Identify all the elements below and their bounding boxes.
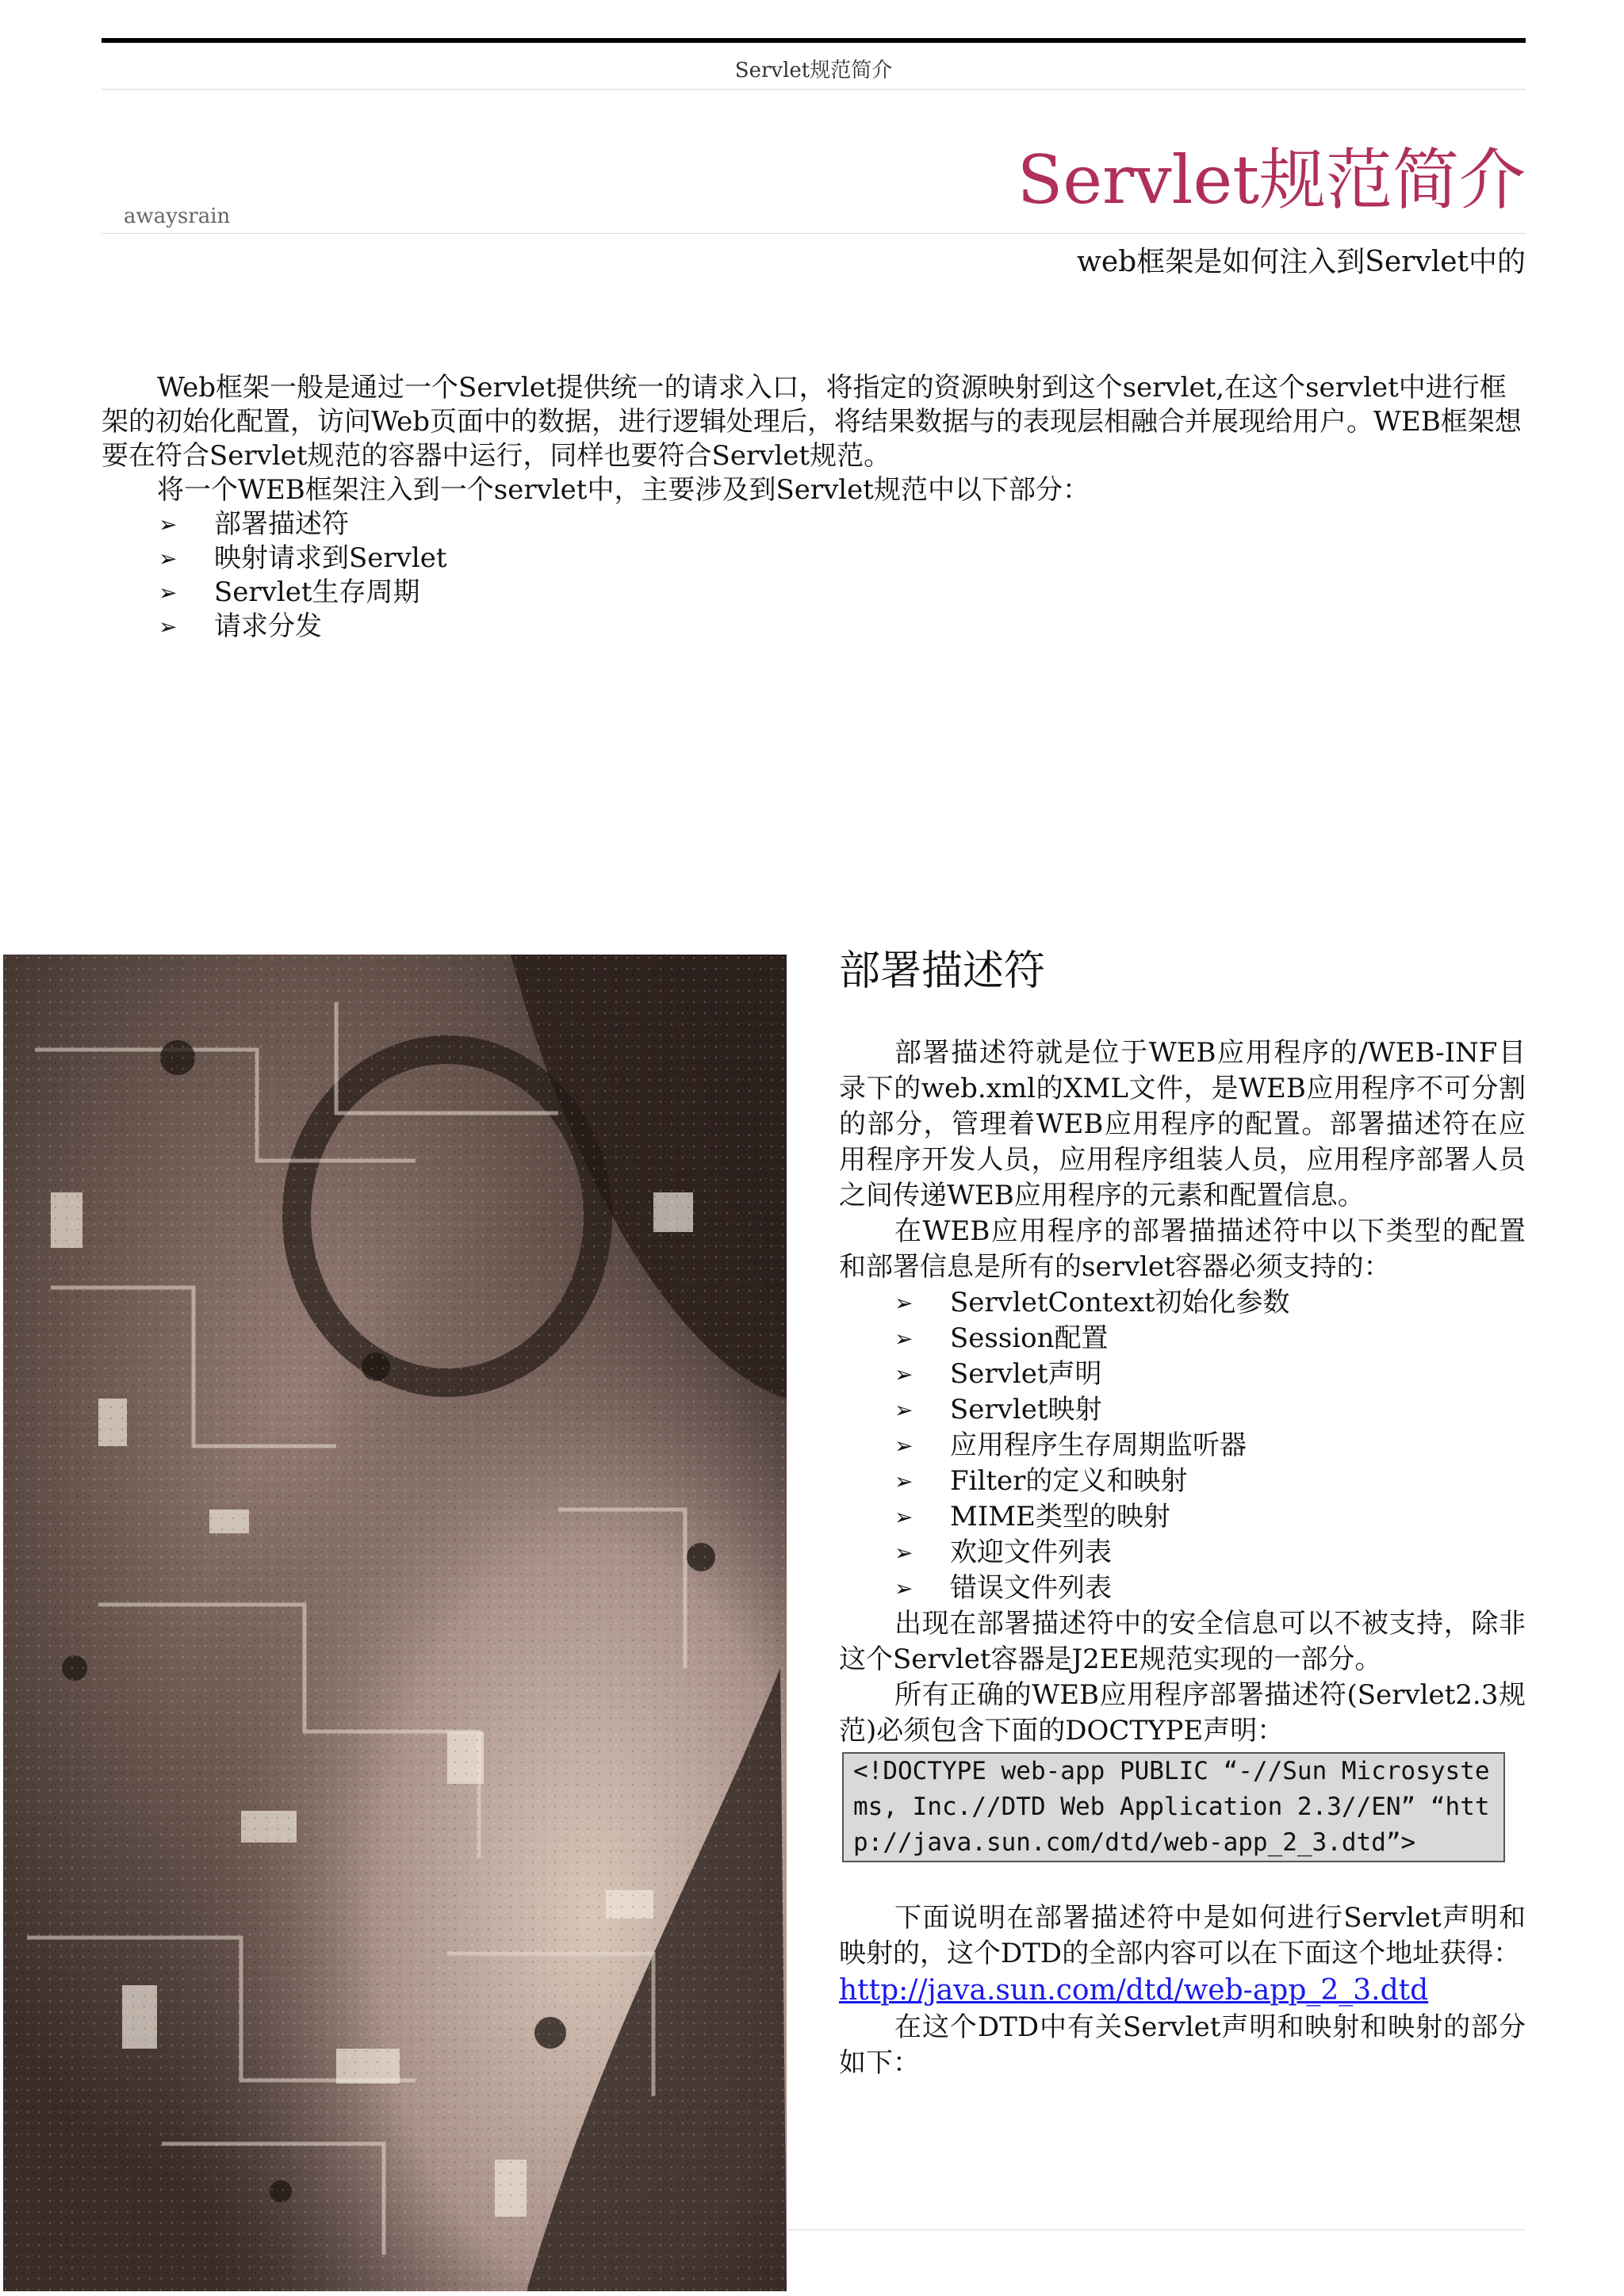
arrow-bullet-icon: ➢ [894, 1326, 914, 1352]
doctype-code-block: <!DOCTYPE web-app PUBLIC “-//Sun Microsystems, Inc.//DTD Web Application 2.3//EN” “http://java.sun.com/dtd/web-app_2_3.dtd”> [842, 1752, 1505, 1862]
section-paragraph: 下面说明在部署描述符中是如何进行Servlet声明和映射的，这个DTD的全部内容可以在下面这个地址获得： [839, 1902, 1526, 1969]
page-title: Servlet规范简介 [1017, 141, 1526, 219]
arrow-bullet-icon: ➢ [894, 1468, 914, 1494]
photo-illustration [3, 955, 787, 2291]
top-rule [102, 38, 1526, 43]
arrow-bullet-icon: ➢ [894, 1504, 914, 1530]
title-divider [102, 233, 1526, 234]
list-item [894, 1392, 1526, 1428]
circuit-face-photo [3, 955, 787, 2291]
intro-paragraph: 将一个WEB框架注入到一个servlet中，主要涉及到Servlet规范中以下部分： [157, 474, 1090, 506]
list-item [894, 1571, 1526, 1606]
deployment-descriptor-section [839, 943, 1526, 2081]
arrow-bullet-icon: ➢ [159, 580, 178, 606]
list-item [159, 610, 1529, 644]
list-item-text: 请求分发 [214, 610, 322, 642]
list-item-text: Session配置 [950, 1322, 1109, 1354]
arrow-bullet-icon: ➢ [894, 1397, 914, 1423]
list-item-text: 部署描述符 [214, 508, 349, 540]
list-item-text: Servlet映射 [950, 1394, 1102, 1425]
arrow-bullet-icon: ➢ [894, 1433, 914, 1459]
arrow-bullet-icon: ➢ [894, 1361, 914, 1387]
list-item [159, 541, 1529, 576]
list-item [894, 1499, 1526, 1535]
section-paragraph: 部署描述符就是位于WEB应用程序的/WEB-INF目录下的web.xml的XML文件，是WEB应用程序不可分割的部分，管理着WEB应用程序的配置。部署描述符在应用程序开发人员，应用程序组装人员，应用程序部署人员之间传递WEB应用程序的元素和配置信息。 [839, 1037, 1526, 1211]
intro-section [102, 371, 1529, 644]
arrow-bullet-icon: ➢ [159, 545, 178, 572]
footer-divider [787, 2229, 1526, 2230]
list-item [894, 1464, 1526, 1499]
list-item [894, 1535, 1526, 1571]
list-item-text: 错误文件列表 [950, 1572, 1112, 1604]
list-item-text: MIME类型的映射 [950, 1501, 1170, 1533]
arrow-bullet-icon: ➢ [894, 1575, 914, 1601]
section-heading: 部署描述符 [839, 947, 1046, 995]
list-item [894, 1285, 1526, 1321]
section-paragraph: 在这个DTD中有关Servlet声明和映射和映射的部分如下： [839, 2011, 1526, 2079]
list-item [894, 1321, 1526, 1357]
intro-paragraph: Web框架一般是通过一个Servlet提供统一的请求入口，将指定的资源映射到这个servlet,在这个servlet中进行框架的初始化配置，访问Web页面中的数据，进行逻辑处理后，将结果数据与的表现层相融合并展现给用户。WEB框架想要在符合Servlet规范的容器中运行，同样也要符合Servlet规范。 [102, 372, 1522, 472]
running-header: Servlet规范简介 [734, 59, 893, 82]
intro-bullet-list [102, 507, 1529, 644]
header-divider [102, 89, 1526, 90]
list-item-text: 映射请求到Servlet [214, 542, 447, 574]
arrow-bullet-icon: ➢ [894, 1290, 914, 1316]
section-paragraph: 在WEB应用程序的部署描描述符中以下类型的配置和部署信息是所有的servlet容器必须支持的： [839, 1215, 1526, 1283]
list-item-text: ServletContext初始化参数 [950, 1287, 1290, 1318]
list-item [159, 576, 1529, 610]
author-name: awaysrain [124, 205, 231, 228]
list-item-text: Filter的定义和映射 [950, 1465, 1188, 1497]
list-item-text: 应用程序生存周期监听器 [950, 1429, 1247, 1461]
arrow-bullet-icon: ➢ [159, 511, 178, 538]
list-item [159, 507, 1529, 541]
section-paragraph: 出现在部署描述符中的安全信息可以不被支持，除非这个Servlet容器是J2EE规范实现的一部分。 [839, 1608, 1526, 1675]
config-bullet-list [839, 1285, 1526, 1606]
page-subtitle: web框架是如何注入到Servlet中的 [1077, 246, 1526, 278]
section-paragraph: 所有正确的WEB应用程序部署描述符(Servlet2.3规范)必须包含下面的DOCTYPE声明： [839, 1679, 1526, 1747]
arrow-bullet-icon: ➢ [894, 1540, 914, 1566]
list-item-text: 欢迎文件列表 [950, 1536, 1112, 1568]
list-item-text: Servlet生存周期 [214, 576, 420, 608]
list-item-text: Servlet声明 [950, 1358, 1102, 1390]
arrow-bullet-icon: ➢ [159, 614, 178, 640]
list-item [894, 1428, 1526, 1464]
list-item [894, 1357, 1526, 1392]
dtd-link[interactable]: http://java.sun.com/dtd/web-app_2_3.dtd [839, 1974, 1429, 2007]
